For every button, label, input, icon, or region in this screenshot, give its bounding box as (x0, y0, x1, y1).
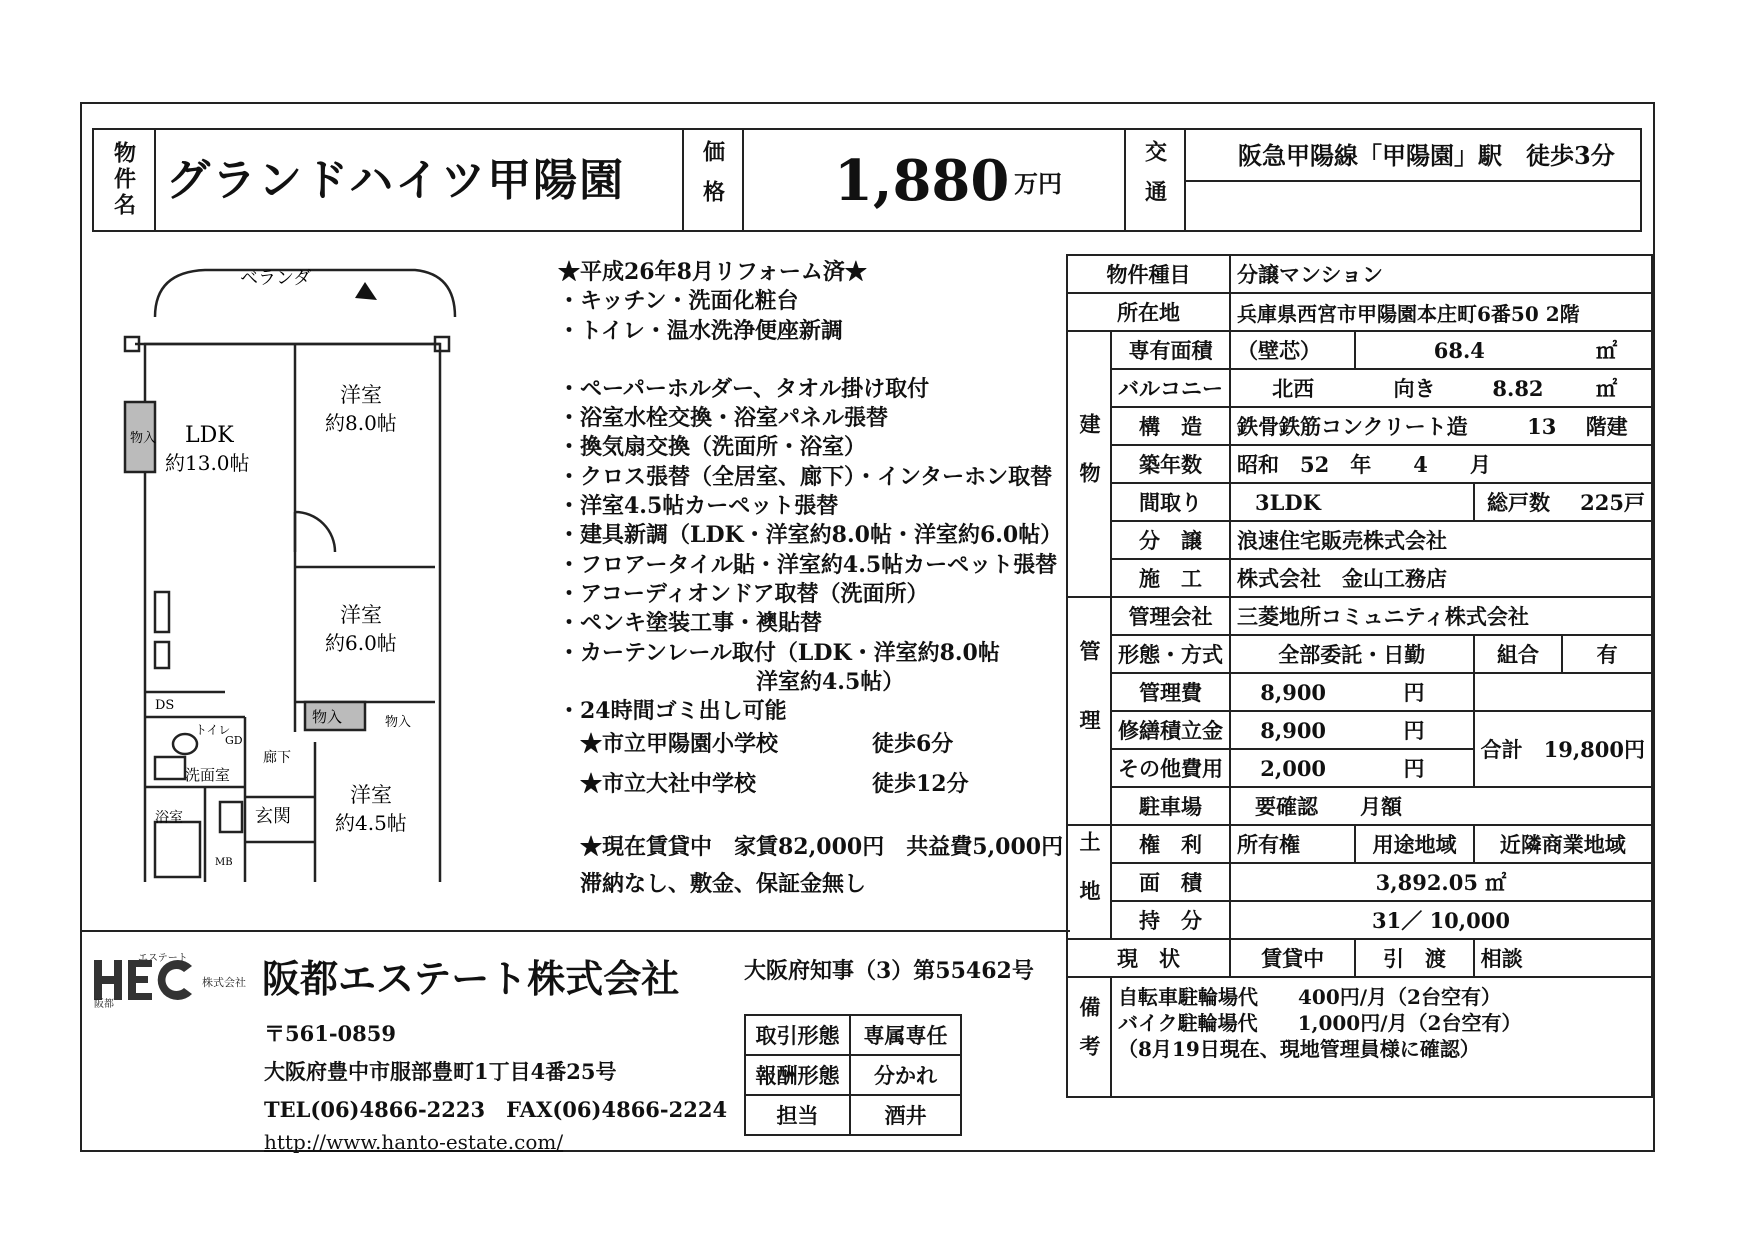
deal-value: 専属専任 (850, 1015, 961, 1055)
north-arrow-icon (355, 282, 377, 300)
price-label (684, 130, 742, 230)
fee-type-value: 分かれ (850, 1055, 961, 1095)
toilet-label: トイレ (195, 723, 231, 737)
property-name: グランドハイツ甲陽園 (166, 155, 626, 206)
total-fee: 合計 19,800円 (1474, 711, 1652, 787)
share-value: 31／ 10,000 (1230, 901, 1652, 939)
hall-label: 廊下 (263, 750, 291, 766)
school-row (558, 730, 1063, 759)
note-line: ・ペーパーホルダー、タオル掛け取付 (558, 375, 930, 402)
remarks (1111, 977, 1652, 1097)
fee-yen: 円 (1355, 673, 1473, 711)
note-line: ・キッチン・洗面化粧台 (558, 288, 799, 315)
price-unit: 万円 (1014, 169, 1062, 198)
parking-label: 駐車場 (1111, 787, 1230, 825)
land-area-value: 3,892.05 ㎡ (1230, 863, 1652, 901)
ldk-label: LDK (185, 423, 234, 448)
handover-value: 相談 (1474, 939, 1652, 977)
staff-label: 担当 (745, 1095, 850, 1135)
balcony-area: 8.82 (1474, 369, 1563, 407)
seller-value: 浪速住宅販売株式会社 (1230, 521, 1652, 559)
company-phone: TEL(06)4866-2223 FAX(06)4866-2224 (264, 1097, 728, 1122)
remarks-section-label (1067, 977, 1111, 1097)
mgmt-co-value: 三菱地所コミュニティ株式会社 (1230, 597, 1652, 635)
note-line: ・洋室4.5帖カーペット張替 (558, 493, 839, 520)
school-name: ★市立甲陽園小学校 (580, 731, 779, 758)
room1-size: 約8.0帖 (325, 411, 397, 435)
price-value: 1,880 (834, 148, 1010, 214)
balcony-label: バルコニー (1111, 369, 1230, 407)
area-label: 専有面積 (1111, 331, 1230, 369)
note-line: ・建具新調（LDK・洋室約8.0帖・洋室約6.0帖） (558, 522, 1063, 549)
note-line: ・フロアータイル貼・洋室約4.5帖カーペット張替 (558, 551, 1058, 578)
other-value: 2,000 (1230, 749, 1355, 787)
divider (742, 130, 744, 230)
built-label: 築年数 (1111, 445, 1230, 483)
storage2-label: 物入 (312, 708, 343, 726)
parking-value: 要確認 月額 (1230, 787, 1652, 825)
area-note: （壁芯） (1230, 331, 1355, 369)
company-address: 大阪府豊中市服部豊町1丁目4番25号 (264, 1059, 617, 1084)
builder-value: 株式会社 金山工務店 (1230, 559, 1652, 597)
school-row (558, 770, 1063, 799)
balcony-label: ベランダ (240, 268, 312, 289)
ldk-size: 約13.0帖 (165, 451, 250, 475)
balcony-direction: 北西 (1230, 369, 1355, 407)
note-line: ・トイレ・温水洗浄便座新調 (558, 317, 843, 344)
school-name: ★市立大社中学校 (580, 770, 757, 797)
mb-label: MB (215, 857, 233, 868)
note-line: ・ペンキ塗装工事・襖貼替 (558, 610, 823, 637)
handover-label: 引 渡 (1355, 939, 1473, 977)
gd-label: GD (225, 734, 243, 747)
note-line (558, 346, 1063, 375)
room3-label: 洋室 (350, 783, 392, 807)
room2-label: 洋室 (340, 603, 382, 627)
building-section-label (1067, 331, 1111, 597)
access-value: 阪急甲陽線「甲陽園」駅 徒歩3分 (1238, 141, 1615, 170)
rights-label: 権 利 (1111, 825, 1230, 863)
type-value: 分譲マンション (1230, 255, 1652, 293)
land-section-text: 土地 (1077, 830, 1102, 929)
land-section-label (1067, 825, 1111, 939)
note-line: ・アコーディオンドア取替（洗面所） (558, 580, 929, 607)
builder-label: 施 工 (1111, 559, 1230, 597)
rental-status: ★現在賃貸中 家賃82,000円 共益費5,000円 (580, 834, 1064, 861)
washroom-label: 洗面室 (185, 766, 231, 784)
building-section-text: 建物 (1077, 412, 1102, 511)
logo-letters: HEC (92, 952, 95, 953)
location-label: 所在地 (1067, 293, 1230, 331)
remark-line: バイク駐輪場代 1,000円/月（2台空有） (1118, 1011, 1522, 1035)
seller-label: 分 譲 (1111, 521, 1230, 559)
note-line: ・浴室水栓交換・浴室パネル張替 (558, 405, 889, 432)
land-area-label: 面 積 (1111, 863, 1230, 901)
divider (80, 930, 1070, 932)
divider (1186, 180, 1642, 182)
deal-label: 取引形態 (745, 1015, 850, 1055)
note-line: ・カーテンレール取付（LDK・洋室約8.0帖 (558, 639, 1000, 666)
repair-label: 修繕積立金 (1111, 711, 1230, 749)
area-unit: ㎡ (1562, 331, 1652, 369)
price-label-text: 価格 (699, 140, 726, 220)
property-info-table (1066, 254, 1653, 1098)
layout-value: 3LDK (1230, 483, 1474, 521)
balcony-muki: 向き (1355, 369, 1473, 407)
status-label: 現 状 (1067, 939, 1230, 977)
reform-notes (558, 258, 1063, 900)
staff-value: 酒井 (850, 1095, 961, 1135)
layout-label: 間取り (1111, 483, 1230, 521)
other-label: その他費用 (1111, 749, 1230, 787)
union-value: 有 (1562, 635, 1652, 673)
room2-size: 約6.0帖 (325, 631, 397, 655)
union-label: 組合 (1474, 635, 1563, 673)
units-label: 総戸数 (1474, 483, 1563, 521)
fee-value: 8,900 (1230, 673, 1355, 711)
room3-size: 約4.5帖 (335, 811, 407, 835)
company-logo (92, 952, 250, 1008)
area-value: 68.4 (1355, 331, 1562, 369)
storage1-label: 物入 (130, 431, 157, 446)
note-line: ★平成26年8月リフォーム済★ (558, 259, 867, 285)
divider (154, 130, 156, 230)
zip-code: 〒561-0859 (264, 1021, 396, 1046)
note-line: 洋室約4.5帖） (558, 668, 905, 695)
name-label-text: 物件名 (110, 141, 137, 219)
mgmt-form-label: 形態・方式 (1111, 635, 1230, 673)
rental-note: 滞納なし、敷金、保証金無し (580, 871, 867, 898)
repair-yen: 円 (1355, 711, 1473, 749)
structure-label: 構 造 (1111, 407, 1230, 445)
license-number: 大阪府知事（3）第55462号 (744, 958, 1034, 984)
share-label: 持 分 (1111, 901, 1230, 939)
floor-plan (115, 262, 525, 882)
remark-line: （8月19日現在、現地管理員様に確認） (1118, 1037, 1480, 1061)
units-value: 225戸 (1562, 483, 1652, 521)
fee-label: 管理費 (1111, 673, 1230, 711)
other-yen: 円 (1355, 749, 1473, 787)
entrance-label: 玄関 (255, 806, 291, 827)
header-bar (92, 128, 1642, 232)
storage3-label: 物入 (385, 715, 412, 730)
zone-value: 近隣商業地域 (1474, 825, 1652, 863)
floors-value: 13 (1474, 407, 1563, 445)
remarks-section-text: 備考 (1077, 995, 1102, 1074)
logo-top-text: エステート (138, 953, 188, 964)
name-label (94, 130, 154, 230)
location-value: 兵庫県西宮市甲陽園本庄町6番50 2階 (1230, 293, 1652, 331)
fee-type-label: 報酬形態 (745, 1055, 850, 1095)
balcony-unit: ㎡ (1562, 369, 1652, 407)
mgmt-section-label (1067, 597, 1111, 825)
rights-value: 所有権 (1230, 825, 1355, 863)
mgmt-co-label: 管理会社 (1111, 597, 1230, 635)
mgmt-form-value: 全部委託・日勤 (1230, 635, 1474, 673)
type-label: 物件種目 (1067, 255, 1230, 293)
room1-label: 洋室 (340, 383, 382, 407)
logo-kaisha-text: 株式会社 (202, 976, 246, 989)
status-value: 賃貸中 (1230, 939, 1355, 977)
structure-value: 鉄骨鉄筋コンクリート造 (1230, 407, 1474, 445)
repair-value: 8,900 (1230, 711, 1355, 749)
company-url[interactable]: http://www.hanto-estate.com/ (264, 1130, 564, 1154)
remark-line: 自転車駐輪場代 400円/月（2台空有） (1118, 985, 1501, 1009)
note-line: ・クロス張替（全居室、廊下）・インターホン取替 (558, 463, 1053, 490)
zone-label: 用途地域 (1355, 825, 1473, 863)
transaction-table (744, 1014, 962, 1136)
school-distance: 徒歩6分 (872, 731, 954, 758)
built-value: 昭和 52 年 4 月 (1230, 445, 1652, 483)
floors-unit: 階建 (1562, 407, 1652, 445)
logo-han-text: 阪都 (94, 999, 114, 1008)
access-label (1126, 130, 1184, 230)
company-name: 阪都エステート株式会社 (262, 957, 680, 1001)
mgmt-section-text: 管理 (1077, 639, 1102, 778)
note-line: ・換気扇交換（洗面所・浴室） (558, 434, 867, 461)
bath-label: 浴室 (155, 810, 183, 826)
access-label-text: 交通 (1141, 140, 1168, 220)
ds-label: DS (155, 698, 175, 713)
school-distance: 徒歩12分 (872, 770, 969, 797)
note-line: ・24時間ゴミ出し可能 (558, 698, 787, 725)
